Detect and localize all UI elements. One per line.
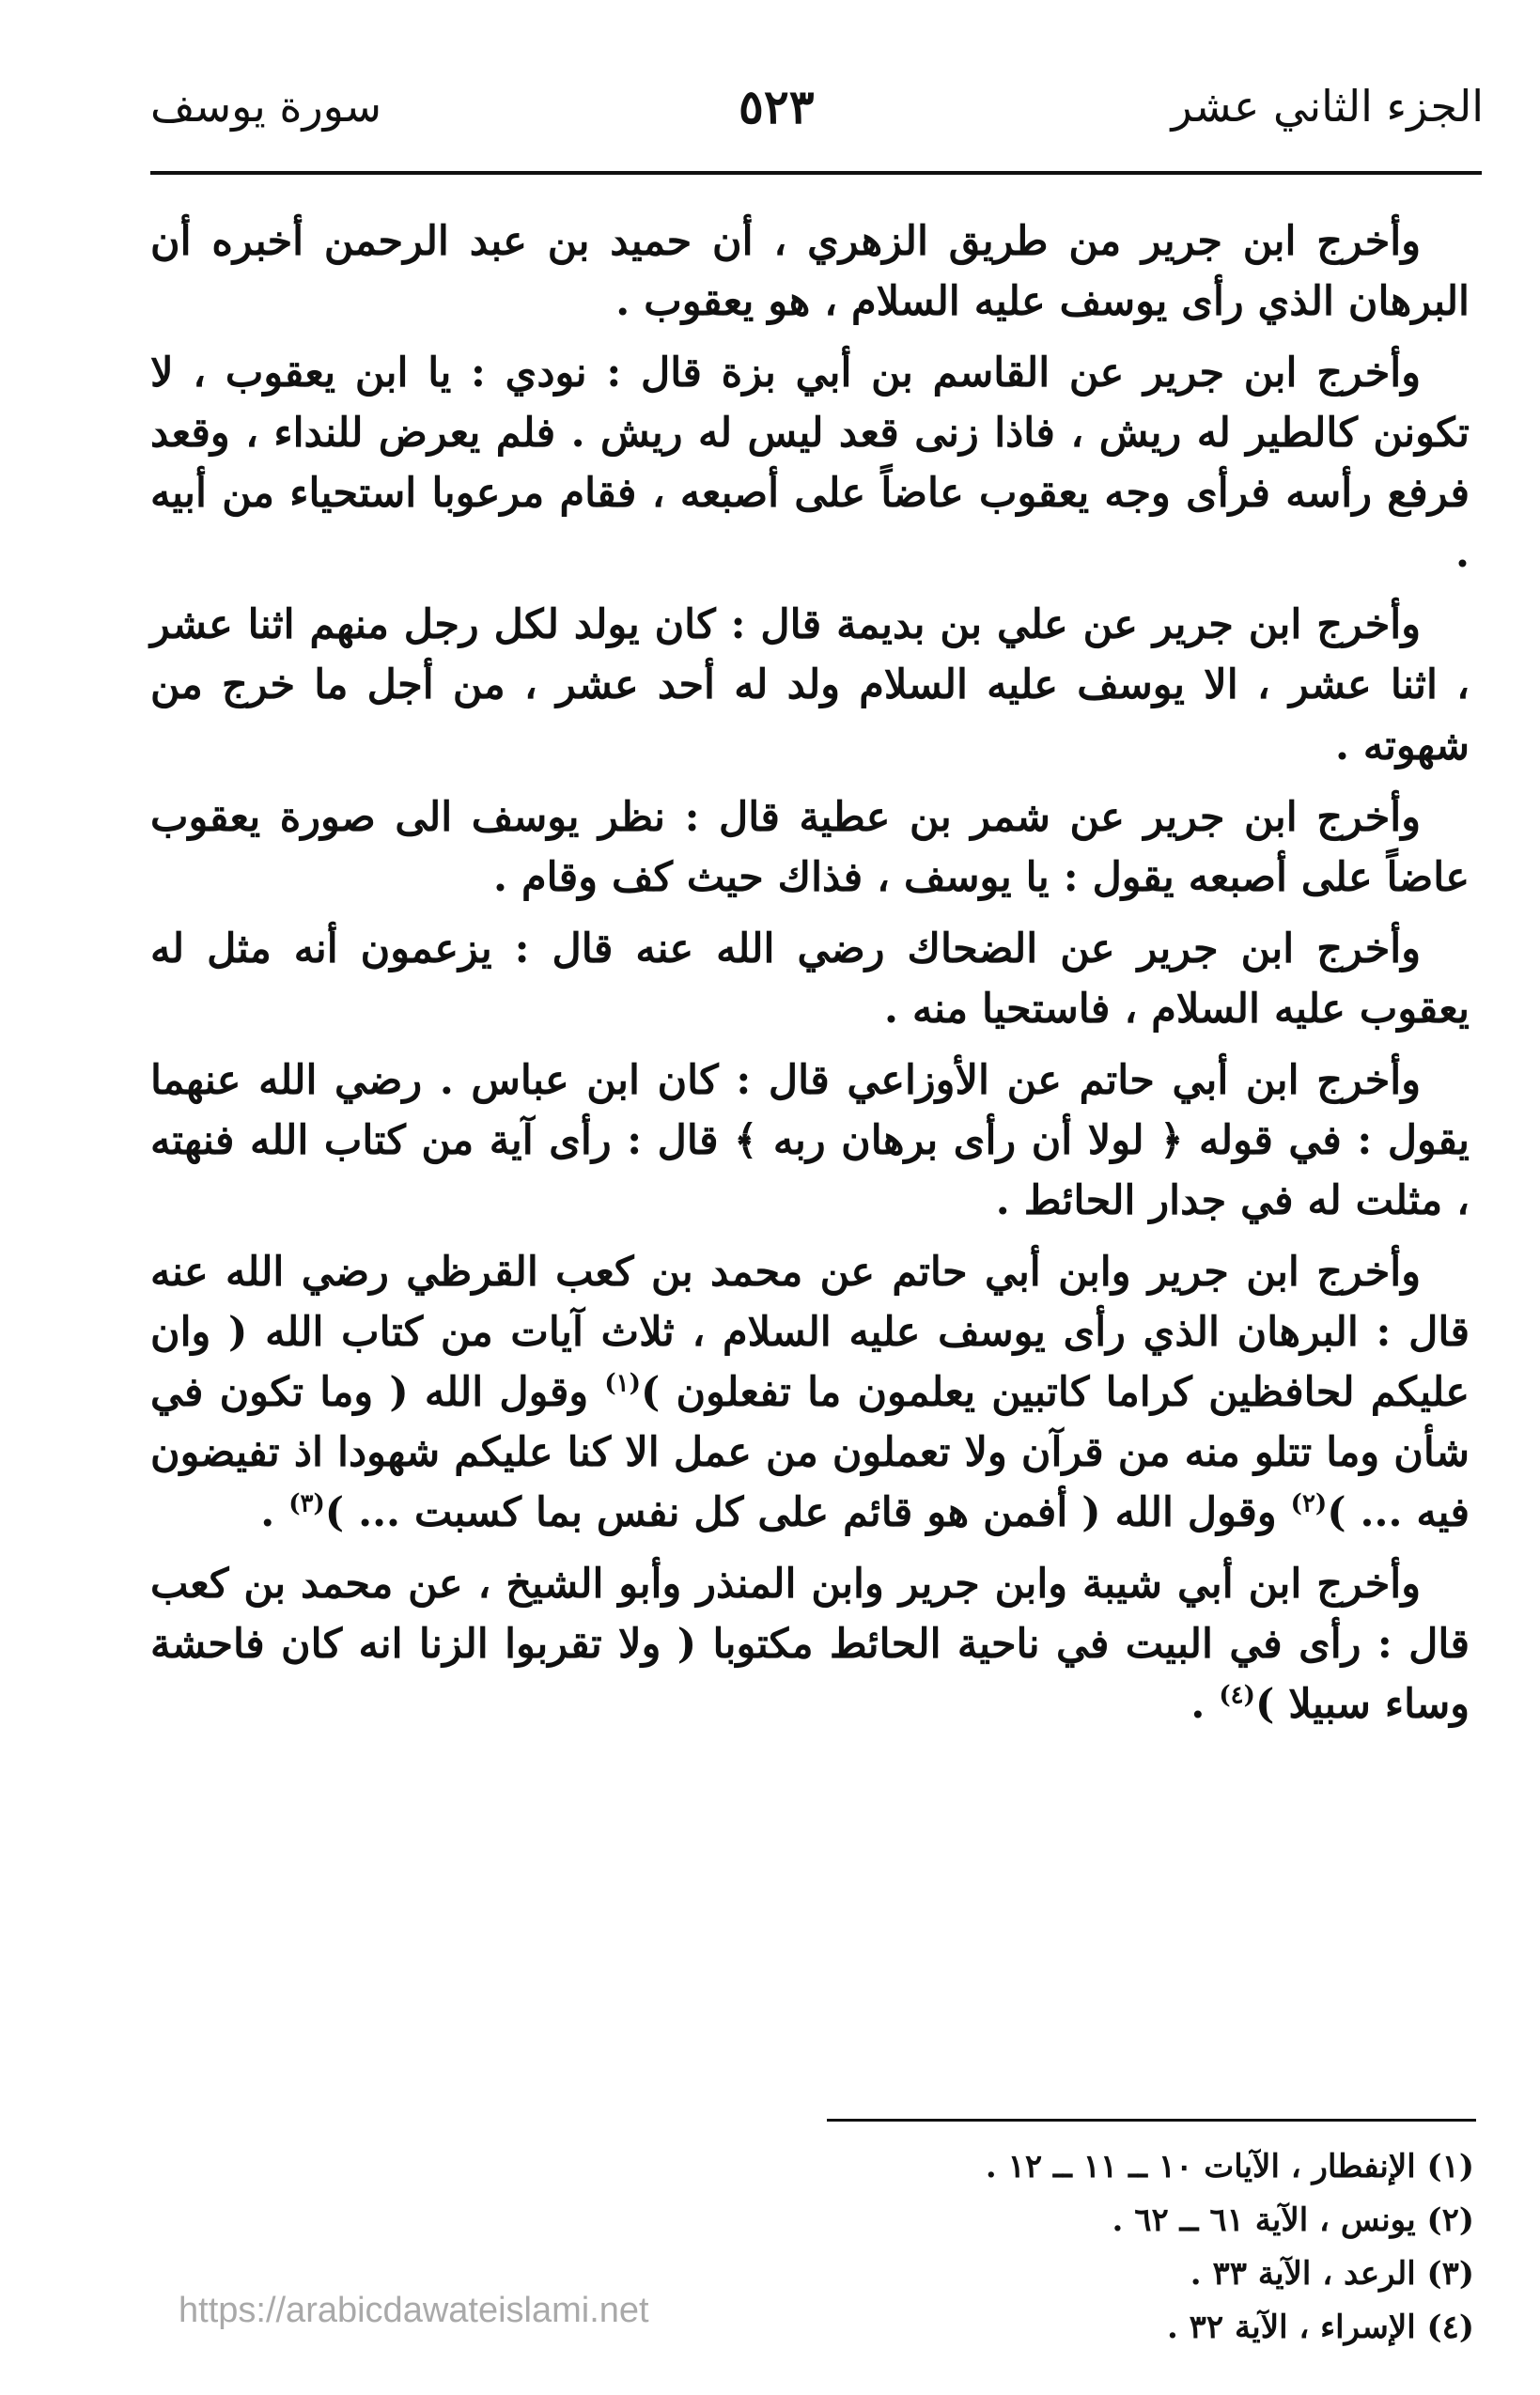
paragraph — [150, 1242, 1470, 1543]
surah-title: سورة يوسف — [150, 81, 381, 132]
paragraph: وأخرج ابن جرير عن شمر بن عطية قال : نظر يوسف الى صورة يعقوب عاضاً على أصبعه يقول : يا يوسف ، فذاك حيث كف وقام . — [150, 793, 1470, 901]
header-divider — [150, 171, 1482, 175]
watermark-url: https://arabicdawateislami.net — [179, 2291, 649, 2330]
part-title: الجزء الثاني عشر — [1171, 81, 1484, 132]
paragraph-text: وقول الله ( وما تكون في شأن وما تتلو منه من قرآن ولا تعملون من عمل الا كنا عليكم شهودا اذ تفيضون فيه ... ) — [150, 1369, 1470, 1537]
paragraph-text: وأخرج ابن جرير وابن أبي حاتم عن محمد بن كعب القرظي رضي الله عنه قال : البرهان الذي رأى يوسف عليه السلام ، ثلاث آيات من كتاب الله ( وان عليكم لحافظين كراما كاتبين يعلمون ما تفعلون ) — [150, 1249, 1470, 1417]
footnote-reference: (٢) — [1290, 1489, 1328, 1518]
footnote-reference: (١) — [604, 1369, 641, 1398]
paragraph-text: وقول الله ( أفمن هو قائم على كل نفس بما كسبت ... ) — [324, 1489, 1291, 1537]
paragraph-text: . — [260, 1489, 289, 1537]
footnote: (٢) يونس ، الآية ٦١ ــ ٦٢ . — [1112, 2201, 1474, 2240]
paragraph: وأخرج ابن جرير من طريق الزهري ، أن حميد بن عبد الرحمن أخبره أن البرهان الذي رأى يوسف عليه السلام ، هو يعقوب . — [150, 218, 1470, 326]
footnote: (٣) الرعد ، الآية ٣٣ . — [1190, 2255, 1474, 2294]
paragraph-text: . — [1190, 1681, 1220, 1729]
main-text — [150, 211, 1470, 1747]
page-number: ٥٢٣ — [738, 78, 815, 134]
footnote: (٤) الإسراء ، الآية ٣٢ . — [1166, 2309, 1474, 2347]
paragraph-text: وأخرج ابن أبي شيبة وابن جرير وابن المنذر وأبو الشيخ ، عن محمد بن كعب قال : رأى في البيت في ناحية الحائط مكتوبا ( ولا تقربوا الزنا انه كان فاحشة وساء سبيلا ) — [150, 1561, 1470, 1729]
paragraph: وأخرج ابن جرير عن علي بن بديمة قال : كان يولد لكل رجل منهم اثنا عشر ، اثنا عشر ، الا يوسف عليه السلام ولد له أحد عشر ، من أجل ما خرج من شهوته . — [150, 601, 1470, 770]
paragraph: وأخرج ابن جرير عن القاسم بن أبي بزة قال : نودي : يا ابن يعقوب ، لا تكونن كالطير له ريش ، فاذا زنى قعد ليس له ريش . فلم يعرض للنداء ، وقعد فرفع رأسه فرأى وجه يعقوب عاضاً على أصبعه ، فقام مرعوبا استحياء من أبيه . — [150, 350, 1470, 578]
paragraph: وأخرج ابن أبي حاتم عن الأوزاعي قال : كان ابن عباس . رضي الله عنهما يقول : في قوله ﴿ لولا أن رأى برهان ربه ﴾ قال : رأى آية من كتاب الله فنهته ، مثلت له في جدار الحائط . — [150, 1056, 1470, 1224]
paragraph — [150, 1554, 1470, 1734]
footnote-divider — [827, 2119, 1476, 2122]
footnote: (١) الإنفطار ، الآيات ١٠ ــ ١١ ــ ١٢ . — [985, 2148, 1474, 2185]
running-header — [150, 64, 1484, 148]
footnote-reference: (٤) — [1219, 1682, 1255, 1711]
paragraph: وأخرج ابن جرير عن الضحاك رضي الله عنه قال : يزعمون أنه مثل له يعقوب عليه السلام ، فاستحيا منه . — [150, 925, 1470, 1033]
footnote-reference: (٣) — [288, 1489, 325, 1518]
